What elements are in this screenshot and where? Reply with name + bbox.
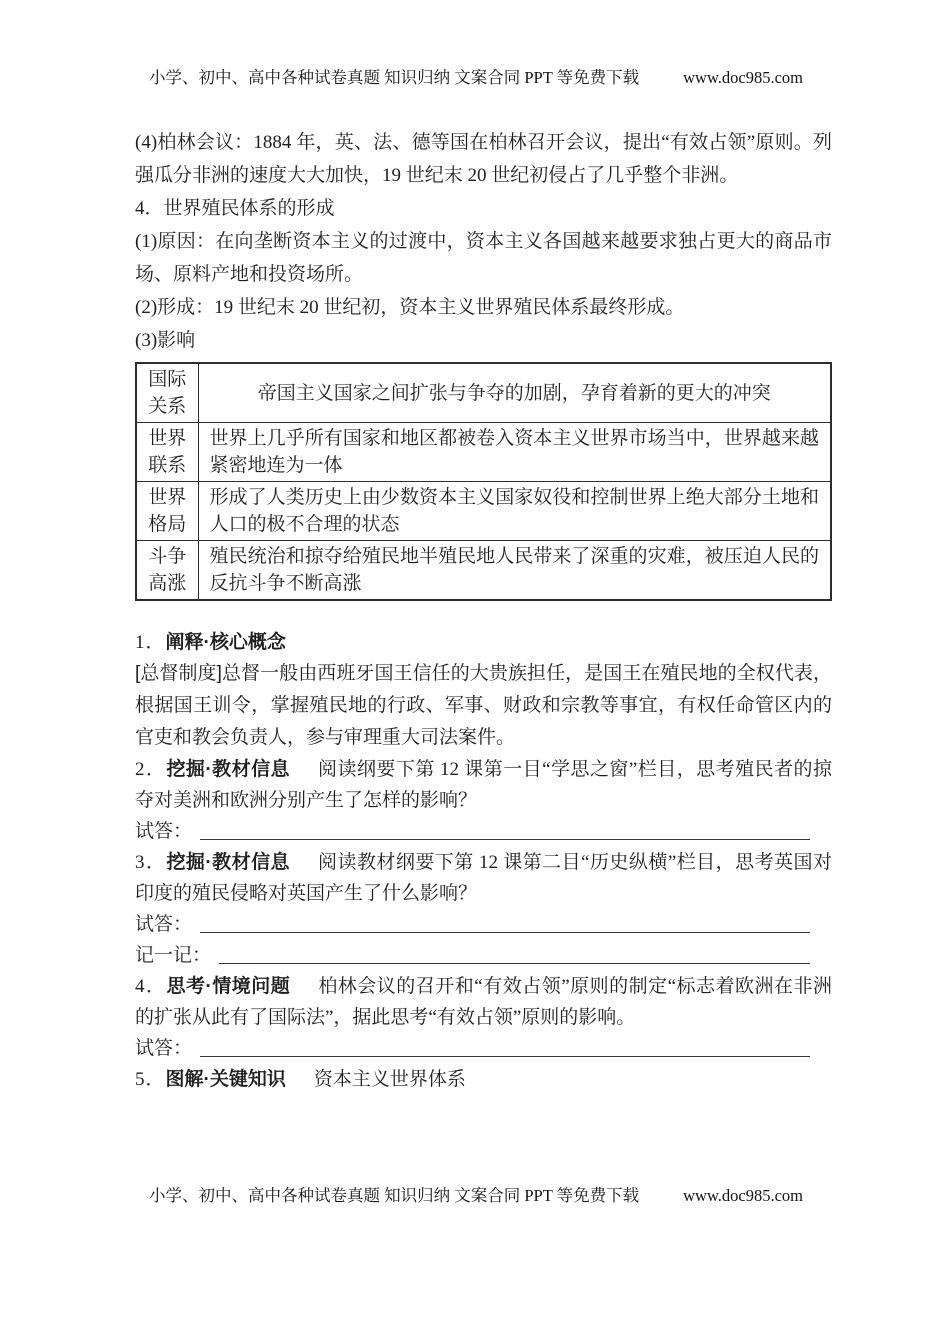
answer-rule xyxy=(200,1056,810,1057)
document-body xyxy=(135,126,832,1095)
row-label-line1: 国际 xyxy=(148,369,187,390)
table-row xyxy=(136,363,831,423)
row-label-line2: 关系 xyxy=(148,396,187,417)
section-topic: 资本主义世界体系 xyxy=(313,1069,466,1090)
note-paragraph-berlin-conference: (4)柏林会议：1884 年，英、法、德等国在柏林召开会议，提出“有效占领”原则。列强瓜分非洲的速度大大加快，19 世纪末 20 世纪初侵占了几乎整个非洲。 xyxy=(135,132,832,186)
section-heading xyxy=(135,971,832,1033)
row-label-line1: 世界 xyxy=(148,487,187,508)
impact-table xyxy=(135,362,832,601)
section-key-knowledge xyxy=(135,1064,832,1095)
section-question: 阅读教材纲要下第 12 课第二目“历史纵横”栏目，思考英国对印度的殖民侵略对英国产生了什么影响？ xyxy=(135,852,832,904)
row-content: 殖民统治和掠夺给殖民地半殖民地人民带来了深重的灾难，被压迫人民的反抗斗争不断高涨 xyxy=(198,541,831,601)
note-paragraph-formation: (2)形成：19 世纪末 20 世纪初，资本主义世界殖民体系最终形成。 xyxy=(135,297,685,318)
note-paragraph-impact-label: (3)影响 xyxy=(135,330,196,351)
section-title: 挖掘·教材信息 xyxy=(166,852,291,873)
memo-rule xyxy=(219,963,810,964)
answer-label: 试答： xyxy=(135,1038,193,1059)
row-label xyxy=(136,363,198,423)
answer-blank xyxy=(135,1033,832,1064)
section-title: 思考·情境问题 xyxy=(166,976,291,997)
row-content: 形成了人类历史上由少数资本主义国家奴役和控制世界上绝大部分土地和人口的极不合理的状态 xyxy=(198,482,831,541)
section-heading xyxy=(135,754,832,816)
row-label-line1: 世界 xyxy=(148,428,187,449)
footer-url: www.doc985.com xyxy=(683,1186,804,1205)
row-label xyxy=(136,541,198,601)
footer-tagline: 小学、初中、高中各种试卷真题 知识归纳 文案合同 PPT 等免费下载 xyxy=(148,1186,640,1205)
section-heading xyxy=(135,1064,832,1095)
section-number: 4． xyxy=(135,976,167,997)
section-situation-question xyxy=(135,971,832,1064)
page-header xyxy=(120,64,832,88)
section-title: 图解·关键知识 xyxy=(165,1069,286,1090)
section-textbook-info-1 xyxy=(135,754,832,847)
section-number: 1． xyxy=(135,632,166,653)
section-number: 2． xyxy=(135,759,167,780)
section-number: 5． xyxy=(135,1069,166,1090)
answer-blank xyxy=(135,816,832,847)
answer-label: 试答： xyxy=(135,821,193,842)
note-paragraph-reason: (1)原因：在向垄断资本主义的过渡中，资本主义各国越来越要求独占更大的商品市场、原料产地和投资场所。 xyxy=(135,231,832,285)
heading-world-colonial-system: 4．世界殖民体系的形成 xyxy=(135,198,335,219)
header-url: www.doc985.com xyxy=(683,68,804,87)
answer-blank xyxy=(135,909,832,940)
row-label xyxy=(136,482,198,541)
row-label-line2: 格局 xyxy=(148,514,187,535)
table-row xyxy=(136,423,831,482)
section-heading xyxy=(135,627,832,658)
row-label-line2: 高涨 xyxy=(148,573,187,594)
header-tagline: 小学、初中、高中各种试卷真题 知识归纳 文案合同 PPT 等免费下载 xyxy=(148,68,640,87)
section-textbook-info-2 xyxy=(135,847,832,971)
answer-rule xyxy=(200,932,810,933)
concept-definition-paragraph: [总督制度]总督一般由西班牙国王信任的大贵族担任，是国王在殖民地的全权代表，根据国王训令，掌握殖民地的行政、军事、财政和宗教等事宜，有权任命管区内的官吏和教会负责人，参与审理重大司法案件。 xyxy=(135,663,832,748)
row-content: 世界上几乎所有国家和地区都被卷入资本主义世界市场当中，世界越来越紧密地连为一体 xyxy=(198,423,831,482)
row-label-line2: 联系 xyxy=(148,455,187,476)
table-row xyxy=(136,482,831,541)
notes-block xyxy=(135,126,832,357)
table-row xyxy=(136,541,831,601)
row-label-line1: 斗争 xyxy=(148,546,187,567)
section-title: 挖掘·教材信息 xyxy=(166,759,291,780)
section-heading xyxy=(135,847,832,909)
row-content: 帝国主义国家之间扩张与争夺的加剧，孕育着新的更大的冲突 xyxy=(198,363,831,423)
section-question: 阅读纲要下第 12 课第一目“学思之窗”栏目，思考殖民者的掠夺对美洲和欧洲分别产生了怎样的影响？ xyxy=(135,759,832,811)
section-number: 3． xyxy=(135,852,167,873)
memo-label: 记一记： xyxy=(135,945,212,966)
section-title: 阐释·核心概念 xyxy=(165,632,286,653)
memo-blank xyxy=(135,940,832,971)
section-core-concept xyxy=(135,627,832,754)
answer-rule xyxy=(200,839,810,840)
page-footer xyxy=(120,1182,832,1206)
answer-label: 试答： xyxy=(135,914,193,935)
section-question: 柏林会议的召开和“有效占领”原则的制定“标志着欧洲在非洲的扩张从此有了国际法”，据此思考“有效占领”原则的影响。 xyxy=(135,976,832,1028)
row-label xyxy=(136,423,198,482)
exercise-sections xyxy=(135,627,832,1095)
